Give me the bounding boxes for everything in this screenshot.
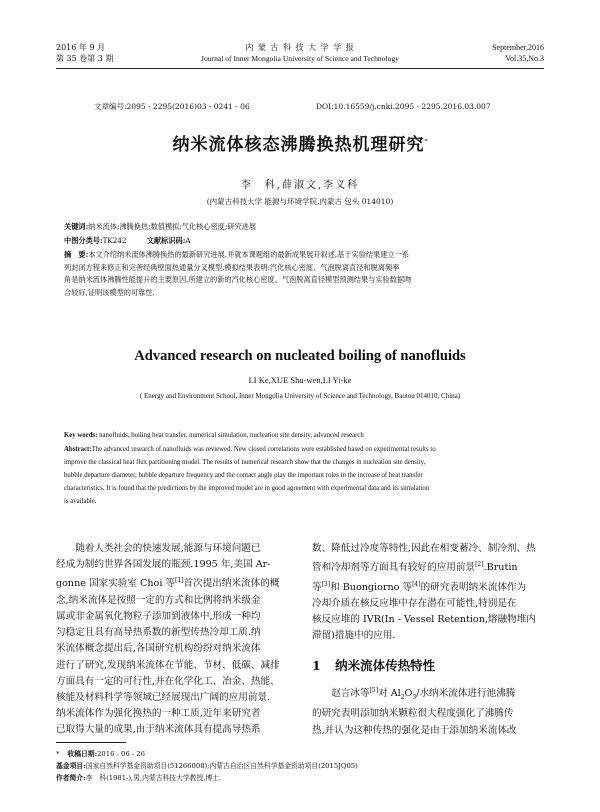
received-label: 收稿日期: — [67, 750, 98, 758]
footnote-rule — [56, 742, 126, 743]
body-line: .Brutin — [483, 562, 518, 574]
abstract-en-line: improve the classical heat flux partitioning model. The results of numerical research show that the changes in nucleation site density, — [64, 459, 426, 466]
abstract-en-line: bubble departure diameter, bubble departure frequency and the contact angle play the important roles in the increase of heat transfer — [64, 472, 423, 479]
received-date: 2016 - 06 - 26 — [97, 750, 145, 758]
body-line: 的研究表明添加纳米颗粒很大程度强化了沸腾传 — [312, 708, 514, 720]
abstract-label-cn: 摘 要: — [64, 250, 89, 259]
body-line: 进行了研究,发现纳米流体在节能、节材、低碳、减排 — [56, 659, 280, 671]
body-line: 随着人类社会的快速发展,能源与环境问题已 — [75, 543, 261, 554]
body-line: 核反应堆的 IVR(In - Vessel Retention,熔融物堆内 — [312, 614, 536, 626]
body-line: 已取得大量的成果,由于纳米流体具有提高导热系 — [56, 724, 261, 736]
body-line: 纳米流体作为强化换热的一种工质,近年来研究者 — [56, 708, 261, 720]
body-line: 等 — [312, 581, 322, 593]
citation-ref: [4] — [412, 580, 421, 588]
classification-label: 中图分类号: — [64, 236, 103, 245]
abstract-cn-line: 角是纳米流体沸腾性能提升的主要原因,所建立的新的汽化核心密度、气泡脱离直径模型预测结果与实验数据吻 — [64, 275, 412, 284]
article-number: 文章编号:2095 - 2295(2016)03 - 0241 - 06 — [94, 102, 250, 111]
citation-ref: [5] — [369, 687, 379, 694]
keywords-cn — [64, 221, 544, 234]
citation-ref: [1] — [175, 577, 184, 585]
volume-en: Vol.35,No.3 — [505, 54, 544, 63]
body-line: gonne 国家实验室 Choi 等 — [56, 578, 176, 590]
abstract-cn-line: 合较好,证明该模型的可靠性. — [64, 287, 155, 297]
classification-value: TK242 — [102, 236, 127, 245]
affiliation-cn: (内蒙古科技大学 能源与环境学院,内蒙古 包头 014010) — [206, 197, 394, 206]
body-line: 首次提出纳米流体的概 — [183, 578, 280, 590]
affiliation-en: ( Energy and Environment School, Inner Mongolia University of Science and Technology, Baotou 014010, China) — [139, 392, 461, 400]
section-title: 纳米流体传热特性 — [335, 658, 436, 673]
body-line: 数、降低过冷度等特性,因此在相变蓄冷、制冷剂、热 — [312, 543, 536, 554]
running-header-right — [492, 42, 544, 64]
abstract-en-line: is available. — [64, 498, 97, 505]
body-line: 对 Al — [378, 688, 401, 700]
body-line: 核能及材料科学等领域已经展现出广阔的应用前景. — [56, 692, 271, 704]
author-bio-text: 李 科(1981-),男,内蒙古科技大学教授,博士. — [85, 774, 222, 782]
running-header-left — [56, 42, 113, 64]
title-block-cn — [0, 130, 600, 155]
title-footnote-mark: * — [424, 138, 428, 146]
authors-en: LI Ke,XUE Shu-wen,LI Yi-ke — [248, 375, 352, 385]
keywords-text-en: nanofluids, boiling heat transfer, numerical simulation, nucleation site density, advanced research — [99, 432, 364, 439]
section-number: 1 — [312, 658, 321, 673]
body-line: 和 Buongiorno 等 — [330, 581, 413, 593]
body-line: 滞留)措施中的应用. — [312, 630, 396, 642]
abstract-en-line: The advanced research of nanofluids was reviewed. New closed correlations were established based on experimental results to — [91, 446, 436, 453]
classification — [64, 235, 544, 248]
abstract-en — [64, 443, 549, 508]
journal-name-en: Journal of Inner Mongolia University of Science and Technology — [201, 54, 399, 63]
abstract-label-en: Abstract: — [64, 446, 92, 453]
journal-name-cn: 内 蒙 古 科 技 大 学 学 报 — [245, 43, 355, 52]
body-line: 热,并认为这种传热的强化是由于添加纳米流体改 — [312, 724, 517, 736]
citation-ref: [2] — [475, 561, 484, 569]
volume-issue: 第 35 卷第 3 期 — [56, 54, 114, 63]
abstract-en-line: characteristics. It is found that the predictions by the improved model are in good agreement with experimental data and its simulation — [64, 485, 430, 492]
footnote — [56, 748, 556, 784]
body-column-left — [56, 541, 300, 739]
body-line: 的研究表明纳米流体作为 — [420, 581, 527, 593]
keywords-text-cn: 纳米流体;沸腾换热;数值模拟;气化核心密度;研究进展 — [88, 222, 257, 231]
body-column-right-continued — [312, 683, 552, 739]
body-line: 匀稳定且具有高导热系数的新型传热冷却工质.纳 — [56, 627, 261, 639]
body-line: 米流体概念提出后,各国研究机构纷纷对纳米流体 — [56, 643, 261, 655]
body-line: 赵言冰等 — [331, 688, 370, 700]
fund-label: 基金项目: — [56, 762, 86, 770]
body-line: /水纳米流体进行池沸腾 — [416, 688, 516, 700]
formula-subscript: 2 — [400, 694, 405, 702]
body-column-right — [312, 541, 552, 645]
citation-ref: [3] — [321, 580, 331, 588]
body-line: 属或非金属氧化物粒子添加到液体中,形成一种均 — [56, 611, 261, 622]
fund-text: 国家自然科学基金资助项目(51266008);内蒙古自治区自然科学基金资助项目(2015JQ05) — [85, 762, 358, 770]
keywords-label-cn: 关键词: — [64, 222, 89, 231]
abstract-cn-line: 本文介绍纳米流体沸腾换热的最新研究进展,并就本课题组的最新成果展开叙述,基于实验结果建立一系 — [88, 250, 410, 259]
formula-element: O — [404, 688, 413, 700]
document-code-value: A — [185, 236, 191, 245]
authors-cn: 李 科,薛淑文,李义科 — [240, 180, 360, 191]
paper-title-cn: 纳米流体核态沸腾换热机理研究 — [172, 135, 425, 155]
formula-subscript: 3 — [412, 694, 417, 702]
header-rule — [56, 68, 544, 69]
author-bio-label: 作者简介: — [56, 774, 86, 782]
document-code-label: 文献标识码: — [146, 236, 186, 245]
body-line: 管和冷却剂等方面具有较好的应用前景 — [312, 562, 476, 574]
keywords-label-en: Key words: — [64, 432, 98, 439]
running-header-center — [150, 42, 450, 64]
issue-date: 2016 年 9 月 — [56, 43, 106, 52]
section-heading — [312, 656, 435, 674]
paper-title-en: Advanced research on nucleated boiling of nanofluids — [134, 348, 466, 364]
doi: DOI:10.16559/j.cnki.2095 - 2295.2016.03.007 — [316, 102, 491, 111]
abstract-cn — [64, 249, 544, 299]
keywords-en — [64, 429, 544, 442]
date-en: September,2016 — [492, 43, 544, 52]
footnote-mark: * — [56, 750, 60, 758]
body-line: 念,纳米流体是按照一定的方式和比例将纳米级金 — [56, 594, 261, 606]
body-line: 冷却介质在核反应堆中存在潜在可能性,特别是在 — [312, 597, 517, 609]
body-line: 方面具有一定的可行性,并在化学化工、冶金、热能、 — [56, 675, 280, 687]
body-line: 经成为制约世界各国发展的瓶颈.1995 年,美国 Ar- — [56, 559, 271, 571]
abstract-cn-line: 列封闭方程来修正和完善经典壁面热通量分叉模型,模拟结果表明:汽化核心密度、气泡脱离直径和脱离频率 — [64, 262, 400, 272]
